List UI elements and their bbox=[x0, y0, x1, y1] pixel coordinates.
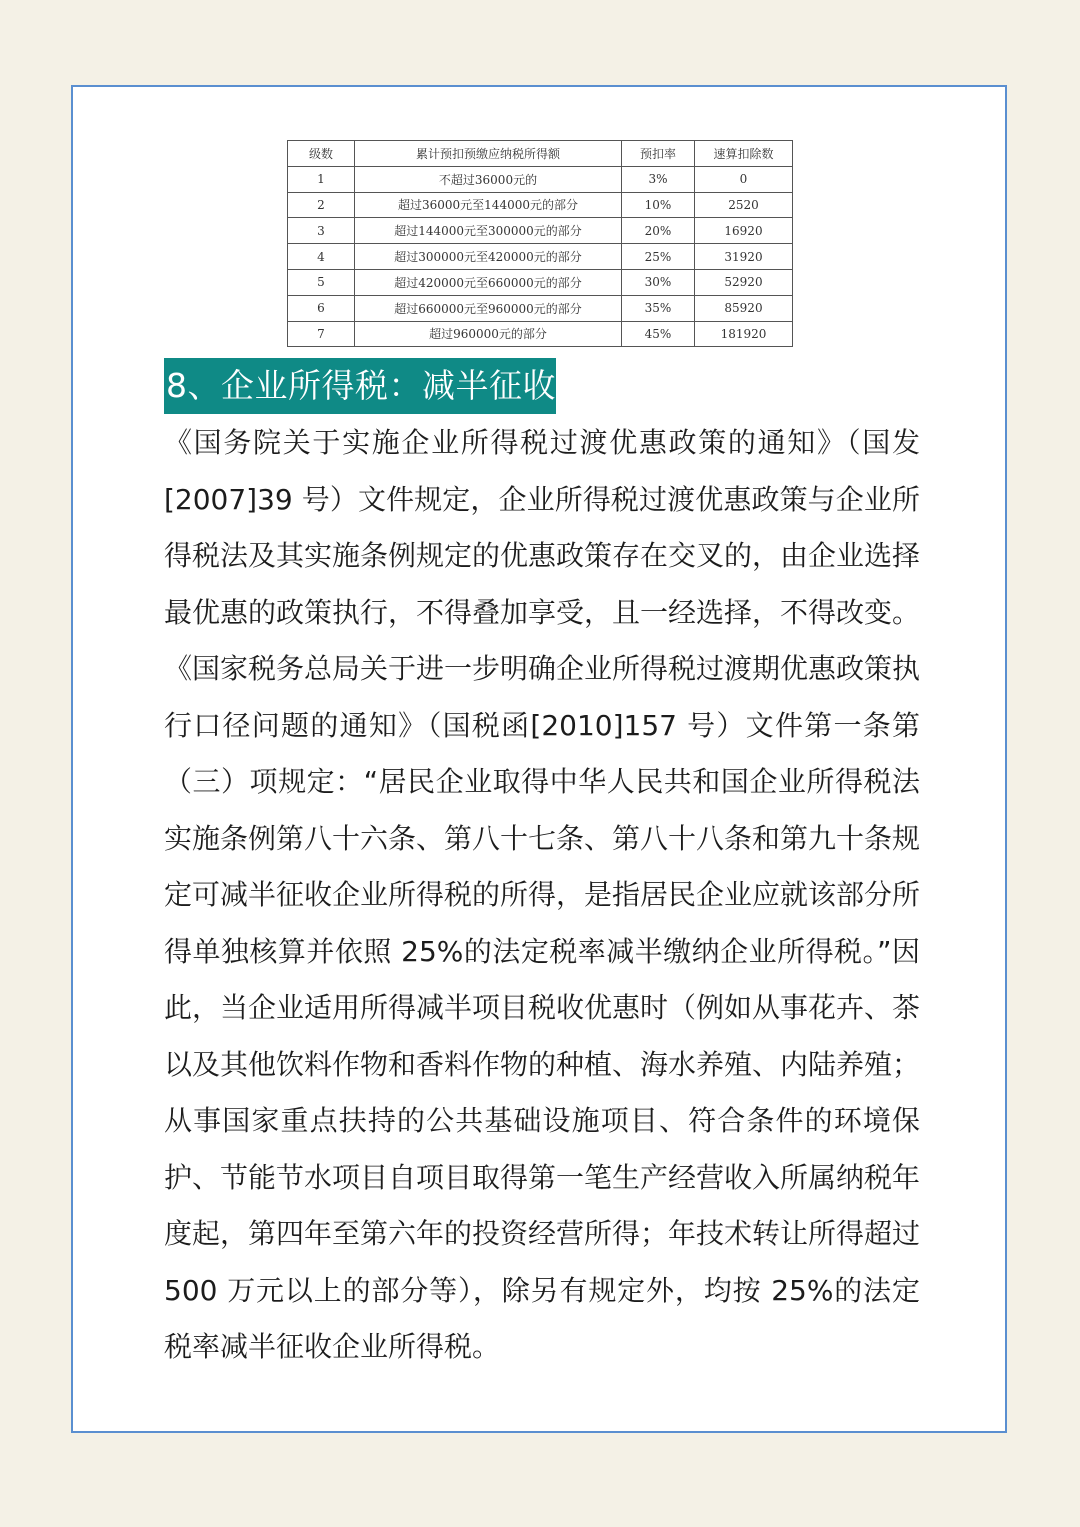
table-row bbox=[288, 244, 793, 270]
cell-rate: 30% bbox=[622, 269, 695, 295]
table-row bbox=[288, 321, 793, 347]
cell-rate: 3% bbox=[622, 166, 695, 192]
cell-income-range: 超过960000元的部分 bbox=[355, 321, 622, 347]
cell-income-range: 不超过36000元的 bbox=[355, 166, 622, 192]
cell-level: 4 bbox=[288, 244, 355, 270]
cell-deduction: 52920 bbox=[695, 269, 793, 295]
cell-level: 1 bbox=[288, 166, 355, 192]
header-income-range: 累计预扣预缴应纳税所得额 bbox=[355, 141, 622, 167]
cell-level: 7 bbox=[288, 321, 355, 347]
header-level: 级数 bbox=[288, 141, 355, 167]
cell-level: 6 bbox=[288, 295, 355, 321]
cell-deduction: 0 bbox=[695, 166, 793, 192]
cell-deduction: 2520 bbox=[695, 192, 793, 218]
cell-rate: 45% bbox=[622, 321, 695, 347]
cell-deduction: 85920 bbox=[695, 295, 793, 321]
cell-income-range: 超过660000元至960000元的部分 bbox=[355, 295, 622, 321]
cell-deduction: 31920 bbox=[695, 244, 793, 270]
cell-deduction: 181920 bbox=[695, 321, 793, 347]
cell-rate: 35% bbox=[622, 295, 695, 321]
table-row bbox=[288, 295, 793, 321]
body-paragraph: 《国务院关于实施企业所得税过渡优惠政策的通知》（国发[2007]39 号）文件规定，企业所得税过渡优惠政策与企业所得税法及其实施条例规定的优惠政策存在交叉的，由企业选择最优惠的政策执行，不得叠加享受，且一经选择，不得改变。《国家税务总局关于进一步明确企业所得税过渡期优惠政策执行口径问题的通知》（国税函[2010]157 号）文件第一条第（三）项规定：“居民企业取得中华人民共和国企业所得税法实施条例第八十六条、第八十七条、第八十八条和第九十条规定可减半征收企业所得税的所得，是指居民企业应就该部分所得单独核算并依照 25%的法定税率减半缴纳企业所得税。”因此，当企业适用所得减半项目税收优惠时（例如从事花卉、茶以及其他饮料作物和香料作物的种植、海水养殖、内陆养殖；从事国家重点扶持的公共基础设施项目、符合条件的环境保护、节能节水项目自项目取得第一笔生产经营收入所属纳税年度起，第四年至第六年的投资经营所得；年技术转让所得超过 500 万元以上的部分等），除另有规定外，均按 25%的法定税率减半征收企业所得税。 bbox=[164, 426, 921, 1363]
cell-income-range: 超过420000元至660000元的部分 bbox=[355, 269, 622, 295]
cell-income-range: 超过300000元至420000元的部分 bbox=[355, 244, 622, 270]
table-row bbox=[288, 269, 793, 295]
header-deduction: 速算扣除数 bbox=[695, 141, 793, 167]
cell-level: 2 bbox=[288, 192, 355, 218]
table-header-row bbox=[288, 141, 793, 167]
header-rate: 预扣率 bbox=[622, 141, 695, 167]
table-row bbox=[288, 166, 793, 192]
cell-level: 3 bbox=[288, 218, 355, 244]
section-heading: 8、企业所得税：减半征收 bbox=[164, 358, 556, 414]
tax-rate-table bbox=[287, 140, 793, 347]
cell-deduction: 16920 bbox=[695, 218, 793, 244]
table-row bbox=[288, 218, 793, 244]
cell-income-range: 超过144000元至300000元的部分 bbox=[355, 218, 622, 244]
cell-rate: 20% bbox=[622, 218, 695, 244]
cell-income-range: 超过36000元至144000元的部分 bbox=[355, 192, 622, 218]
cell-rate: 25% bbox=[622, 244, 695, 270]
cell-level: 5 bbox=[288, 269, 355, 295]
table-row bbox=[288, 192, 793, 218]
cell-rate: 10% bbox=[622, 192, 695, 218]
page-frame bbox=[71, 85, 1007, 1433]
